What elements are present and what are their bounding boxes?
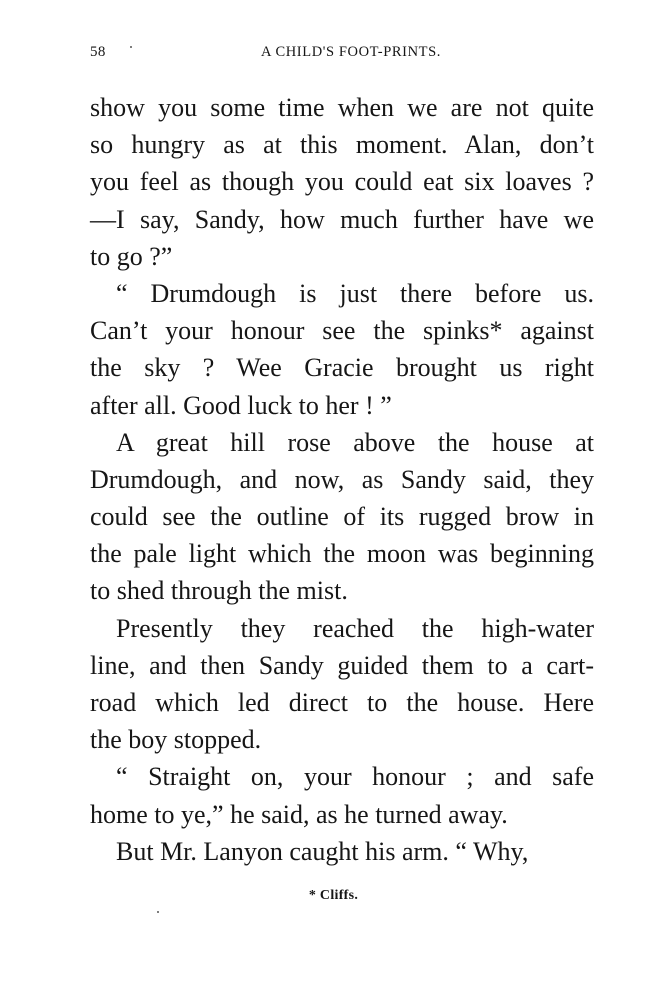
body-text [90,89,594,870]
text-line: Drumdough, and now, as Sandy said, they [90,464,594,494]
text-line: “ Drumdough is just there before us. [116,278,594,308]
paper-speck [130,46,132,48]
text-line: line, and then Sandy guided them to a cart- [90,650,594,680]
text-line: could see the outline of its rugged brow in [90,502,594,532]
text-line: show you some time when we are not quite [90,93,594,122]
text-line: so hungry as at this moment. Alan, don’t [90,130,594,160]
text-line: the boy stopped. [90,725,262,755]
text-line: to go ?” [90,241,173,271]
text-line: home to ye,” he said, as he turned away. [90,799,508,829]
text-line: the sky ? Wee Gracie brought us right [90,353,594,383]
text-line: “ Straight on, your honour ; and safe [116,762,594,792]
page-number: 58 [90,44,106,60]
text-line: after all. Good luck to her ! ” [90,390,392,420]
running-title: A CHILD'S FOOT-PRINTS. [260,44,442,60]
text-line: the pale light which the moon was beginning [90,539,594,569]
text-line: —I say, Sandy, how much further have we [90,204,594,234]
text-line: road which led direct to the house. Here [90,688,594,717]
text-line: to shed through the mist. [90,576,348,606]
paper-speck [157,911,159,913]
text-line: Can’t your honour see the spinks* against [90,316,594,346]
running-header [90,44,594,68]
text-line: A great hill rose above the house at [116,427,594,457]
text-line: But Mr. Lanyon caught his arm. “ Why, [116,836,529,866]
text-line: you feel as though you could eat six loaves ? [90,167,594,197]
footnote: * Cliffs. [308,888,359,903]
text-line: Presently they reached the high-water [116,613,594,643]
